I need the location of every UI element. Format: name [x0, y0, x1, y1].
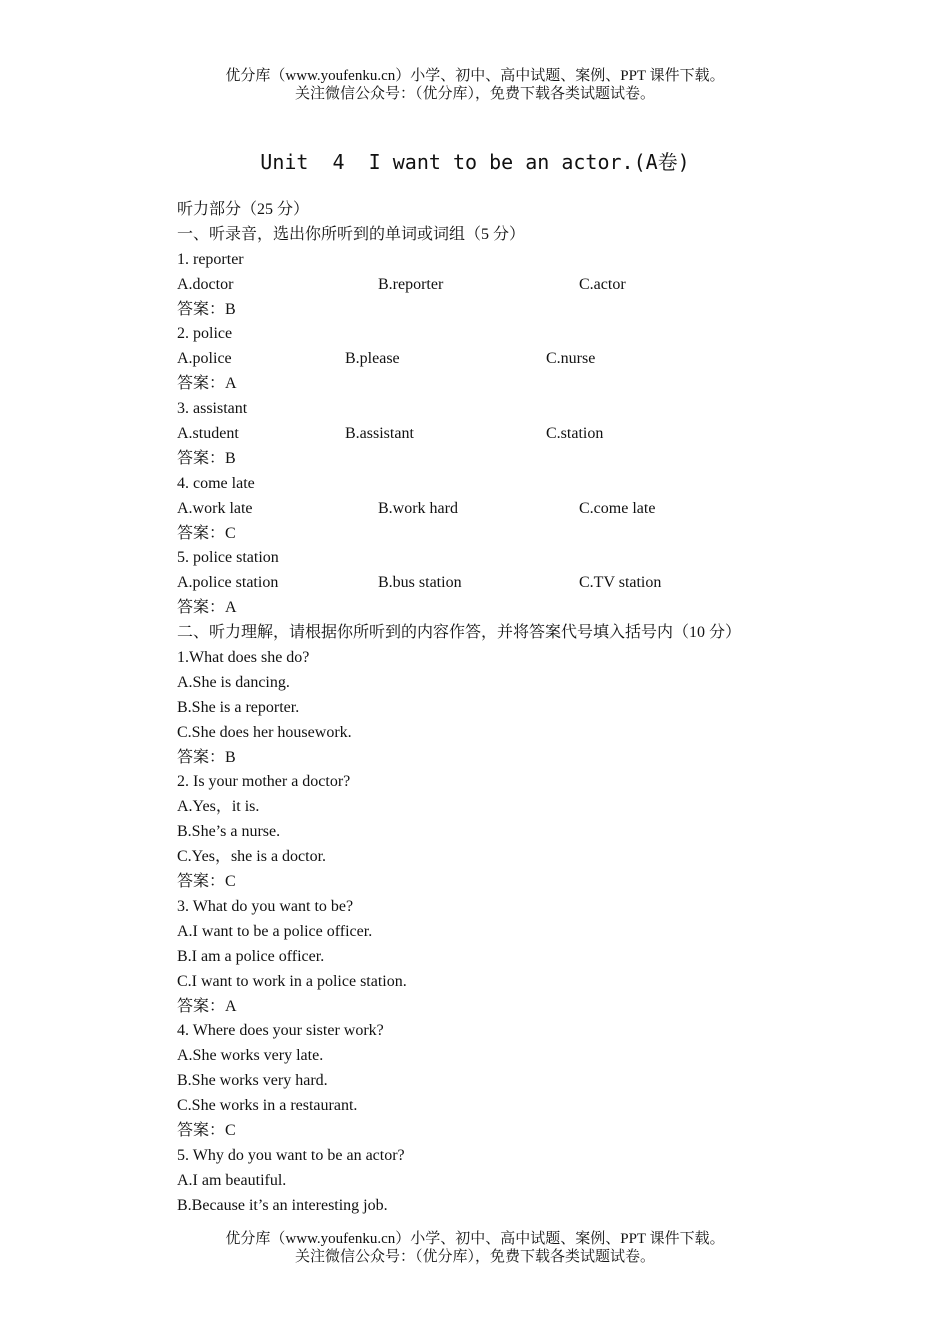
question-1-1: 1. reporter [177, 250, 244, 268]
options-row-1-3 [177, 422, 917, 447]
answer-2-2: 答案：C [177, 873, 236, 891]
question-1-5: 5. police station [177, 549, 279, 567]
options-row-1-1 [177, 273, 917, 298]
option-c: C.I want to work in a police station. [177, 972, 407, 990]
option-a: A.She works very late. [177, 1047, 324, 1065]
option-b: B.assistant [345, 425, 414, 443]
option-a: A.student [177, 425, 239, 443]
option-b: B.bus station [378, 574, 462, 592]
option-a: A.police [177, 350, 232, 368]
answer-1-2: 答案：A [177, 375, 237, 393]
header-line-1: 优分库（www.youfenku.cn）小学、初中、高中试题、案例、PPT 课件下载。 [225, 68, 725, 84]
question-1-2: 2. police [177, 325, 233, 343]
document-body [177, 198, 917, 1219]
section-heading-listening: 听力部分（25 分） [177, 201, 310, 218]
option-c: C.She works in a restaurant. [177, 1097, 358, 1115]
question-1-3: 3. assistant [177, 400, 248, 418]
option-a: A.work late [177, 499, 253, 517]
option-c: C.come late [579, 499, 656, 517]
answer-1-1: 答案：B [177, 300, 236, 318]
option-b: B.She is a reporter. [177, 698, 300, 716]
question-2-2: 2. Is your mother a doctor? [177, 773, 351, 791]
header-line-2: 关注微信公众号：（优分库），免费下载各类试题试卷。 [294, 86, 655, 102]
question-2-4: 4. Where does your sister work? [177, 1022, 384, 1040]
option-a: A.Yes，it is. [177, 798, 260, 816]
option-a: A.police station [177, 574, 279, 592]
option-c: C.station [546, 425, 604, 443]
option-c: C.nurse [546, 350, 596, 368]
question-2-3: 3. What do you want to be? [177, 897, 354, 915]
option-a: A.doctor [177, 275, 234, 293]
option-c: C.actor [579, 275, 626, 293]
option-b: B.She works very hard. [177, 1072, 328, 1090]
question-2-5: 5. Why do you want to be an actor? [177, 1146, 405, 1164]
option-a: A.I want to be a police officer. [177, 922, 373, 940]
option-a: A.I am beautiful. [177, 1171, 287, 1189]
options-row-1-2 [177, 347, 917, 372]
answer-1-3: 答案：B [177, 449, 236, 467]
option-b: B.Because it’s an interesting job. [177, 1196, 388, 1214]
part-two-instruction: 二、听力理解，请根据你所听到的内容作答，并将答案代号填入括号内（10 分） [177, 624, 742, 642]
part-one-instruction: 一、听录音，选出你所听到的单词或词组（5 分） [177, 225, 526, 243]
options-row-1-4 [177, 497, 917, 522]
option-c: C.She does her housework. [177, 723, 352, 741]
option-a: A.She is dancing. [177, 673, 290, 691]
option-b: B.I am a police officer. [177, 947, 325, 965]
answer-2-1: 答案：B [177, 748, 236, 766]
question-1-4: 4. come late [177, 474, 255, 492]
answer-2-4: 答案：C [177, 1121, 236, 1139]
option-b: B.reporter [378, 275, 444, 293]
page-footer [0, 1230, 950, 1266]
option-b: B.please [345, 350, 400, 368]
option-b: B.work hard [378, 499, 458, 517]
option-c: C.TV station [579, 574, 662, 592]
options-row-1-5 [177, 571, 917, 596]
page-header [0, 67, 950, 103]
document-title: Unit 4 I want to be an actor.(A卷) [260, 150, 690, 174]
question-2-1: 1.What does she do? [177, 649, 310, 667]
option-b: B.She’s a nurse. [177, 823, 281, 841]
answer-2-3: 答案：A [177, 997, 237, 1015]
footer-line-1: 优分库（www.youfenku.cn）小学、初中、高中试题、案例、PPT 课件下载。 [225, 1231, 725, 1247]
footer-line-2: 关注微信公众号：（优分库），免费下载各类试题试卷。 [294, 1249, 655, 1265]
answer-1-5: 答案：A [177, 599, 237, 617]
answer-1-4: 答案：C [177, 524, 236, 542]
option-c: C.Yes，she is a doctor. [177, 848, 327, 866]
